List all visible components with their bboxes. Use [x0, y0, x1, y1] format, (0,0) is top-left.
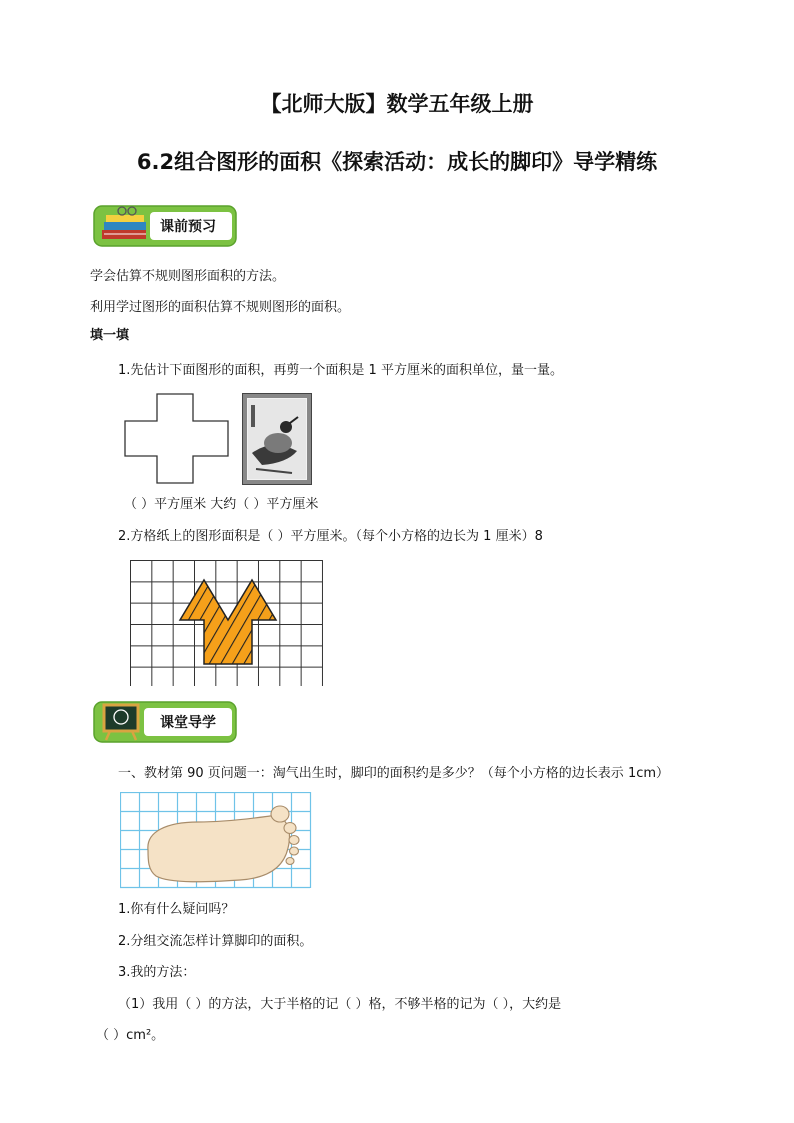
- goal-line-1: 学会估算不规则图形面积的方法。: [90, 269, 286, 284]
- bird-stamp-image: [242, 393, 312, 485]
- cross-shape: [124, 393, 230, 485]
- lesson-question-1: 1.你有什么疑问吗？: [118, 902, 235, 917]
- question-2: 2.方格纸上的图形面积是（ ）平方厘米。（每个小方格的边长为 1 厘米）8: [118, 529, 543, 544]
- lesson-question-3-1-cont: （ ）cm²。: [96, 1028, 165, 1043]
- page-title: 【北师大版】数学五年级上册: [260, 92, 534, 116]
- lesson-question-2: 2.分组交流怎样计算脚印的面积。: [118, 934, 313, 949]
- footprint-grid-image: [120, 792, 312, 890]
- question-1-answer: （ ）平方厘米 大约（ ）平方厘米: [124, 497, 319, 512]
- goal-line-2: 利用学过图形的面积估算不规则图形的面积。: [90, 300, 351, 315]
- lesson-intro: 一、教材第 90 页问题一：淘气出生时，脚印的面积约是多少？（每个小方格的边长表示 1cm）: [118, 766, 670, 781]
- banner-label-preview: 课前预习: [160, 219, 216, 235]
- question-1: 1.先估计下面图形的面积，再剪一个面积是 1 平方厘米的面积单位，量一量。: [118, 363, 563, 378]
- lesson-question-3-1: （1）我用（ ）的方法，大于半格的记（ ）格，不够半格的记为（ ），大约是: [118, 997, 562, 1012]
- grid-with-shape: [130, 560, 326, 690]
- banner-label-classroom: 课堂导学: [160, 715, 216, 731]
- fill-heading: 填一填: [90, 328, 130, 343]
- lesson-question-3: 3.我的方法：: [118, 965, 196, 980]
- page-subtitle: 6.2组合图形的面积《探索活动：成长的脚印》导学精练: [136, 150, 658, 174]
